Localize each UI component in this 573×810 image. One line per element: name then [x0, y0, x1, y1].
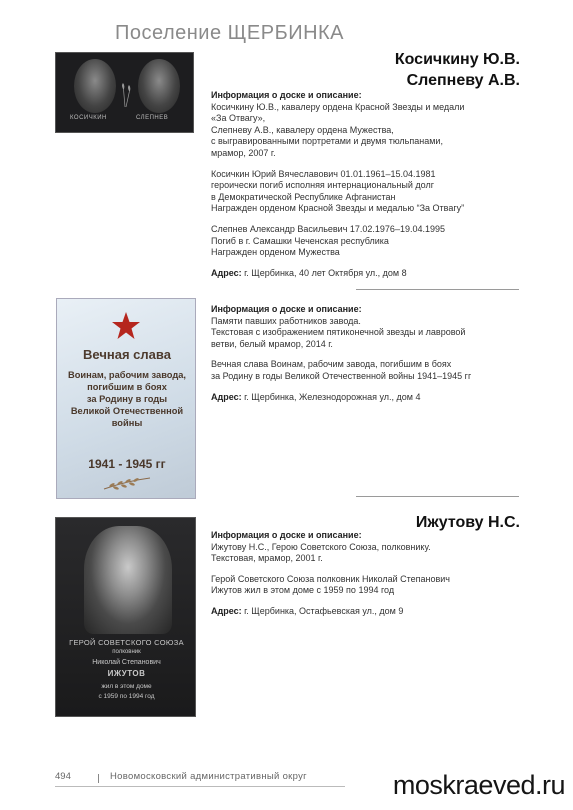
plaque-line: за Родину в годы [86, 394, 168, 404]
entry-heading-line: Слепневу А.В. [406, 72, 520, 89]
memorial-plaque-photo-3 [55, 517, 196, 717]
entry-heading-line: Косичкину Ю.В. [394, 51, 520, 68]
description-line: «За Отвагу», [211, 113, 266, 124]
address-label: Адрес: [211, 391, 242, 402]
inscription-line: в Демократической Республике Афганистан [211, 191, 396, 202]
page-number: 494 [55, 771, 71, 782]
entry-description-2 [211, 304, 531, 403]
address-label: Адрес: [211, 267, 242, 278]
plaque-title: Вечная слава [83, 347, 171, 362]
footer-rule [55, 786, 345, 787]
description-line: Ижутову Н.С., Герою Советского Союза, полковнику. [211, 541, 431, 552]
description-line: с выгравированными портретами и двумя тюльпанами, [211, 136, 443, 147]
description-line: Косичкину Ю.В., кавалеру ордена Красной Звезды и медали [211, 101, 465, 112]
inscription-line: Ижутов жил в этом доме с 1959 по 1994 год [211, 585, 395, 596]
inscription-line: за Родину в годы Великой Отечественной войны 1941–1945 гг [211, 370, 472, 381]
memorial-plaque-photo-2 [56, 298, 196, 499]
plaque-line: погибшим в боях [87, 382, 167, 392]
memorial-plaque-photo-1 [55, 52, 194, 133]
address [211, 268, 531, 280]
entry-description-3 [211, 530, 531, 618]
plaque-line: ГЕРОЙ СОВЕТСКОГО СОЮЗА [69, 638, 184, 647]
watermark: moskraeved.ru [392, 770, 565, 800]
inscription-line: Награжден орденом Красной Звезды и медалью “За Отвагу” [211, 203, 465, 214]
plaque-line: полковник [112, 649, 141, 655]
section-title: Поселение ЩЕРБИНКА [115, 22, 345, 44]
divider [356, 289, 519, 290]
district-name: Новомосковский административный округ [110, 771, 307, 782]
plaque-line: с 1959 по 1994 год [98, 693, 155, 700]
inscription-line: Награжден орденом Мужества [211, 247, 340, 258]
plaque-name-right: СЛЕПНЕВ [136, 115, 169, 121]
address [211, 392, 531, 404]
inscription-line: героически погиб исполняя интернациональный долг [211, 180, 434, 191]
info-label: Информация о доске и описание: [211, 90, 362, 100]
inscription-line: Косичкин Юрий Вячеславович 01.01.1961–15.04.1981 [211, 168, 436, 179]
footer-separator [98, 774, 99, 783]
inscription-line: Слепнев Александр Васильевич 17.02.1976–19.04.1995 [211, 223, 445, 234]
star-icon [111, 311, 141, 341]
plaque-name-left: КОСИЧКИН [70, 115, 107, 121]
address-value: г. Щербинка, 40 лет Октября ул., дом 8 [244, 267, 407, 278]
page-footer [55, 771, 355, 785]
inscription-line: Погиб в г. Самашки Чеченская республика [211, 235, 389, 246]
address-value: г. Щербинка, Остафьевская ул., дом 9 [244, 605, 404, 616]
engraved-portrait-left [74, 59, 116, 113]
address-label: Адрес: [211, 605, 242, 616]
laurel-branch-icon [102, 475, 152, 491]
plaque-line: Воинам, рабочим завода, [67, 370, 187, 380]
description-line: Текстовая, мрамор, 2001 г. [211, 553, 323, 564]
description-line: Памяти павших работников завода. [211, 315, 361, 326]
plaque-line: войны [111, 418, 143, 428]
plaque-line: жил в этом доме [101, 683, 152, 690]
entry-description-1 [211, 90, 531, 279]
plaque-years: 1941 - 1945 гг [88, 457, 166, 471]
plaque-line: Николай Степанович [92, 659, 161, 666]
info-label: Информация о доске и описание: [211, 530, 362, 540]
inscription-line: Вечная слава Воинам, рабочим завода, погибшим в боях [211, 359, 452, 370]
plaque-inscription [57, 369, 196, 429]
plaque-line: ИЖУТОВ [107, 669, 146, 678]
description-line: Слепневу А.В., кавалеру ордена Мужества, [211, 124, 394, 135]
plaque-line: Великой Отечественной [70, 406, 184, 416]
address-value: г. Щербинка, Железнодорожная ул., дом 4 [244, 391, 421, 402]
description-line: Текстовая с изображением пятиконечной звезды и лавровой [211, 327, 466, 338]
description-line: ветви, белый мрамор, 2014 г. [211, 338, 333, 349]
address [211, 606, 531, 618]
divider [356, 496, 519, 497]
engraved-portrait [84, 526, 172, 634]
info-label: Информация о доске и описание: [211, 304, 362, 314]
engraved-portrait-right [138, 59, 180, 113]
tulips-icon [118, 83, 134, 107]
inscription-line: Герой Советского Союза полковник Николай Степанович [211, 573, 450, 584]
entry-heading-line: Ижутову Н.С. [415, 514, 520, 531]
description-line: мрамор, 2007 г. [211, 147, 276, 158]
